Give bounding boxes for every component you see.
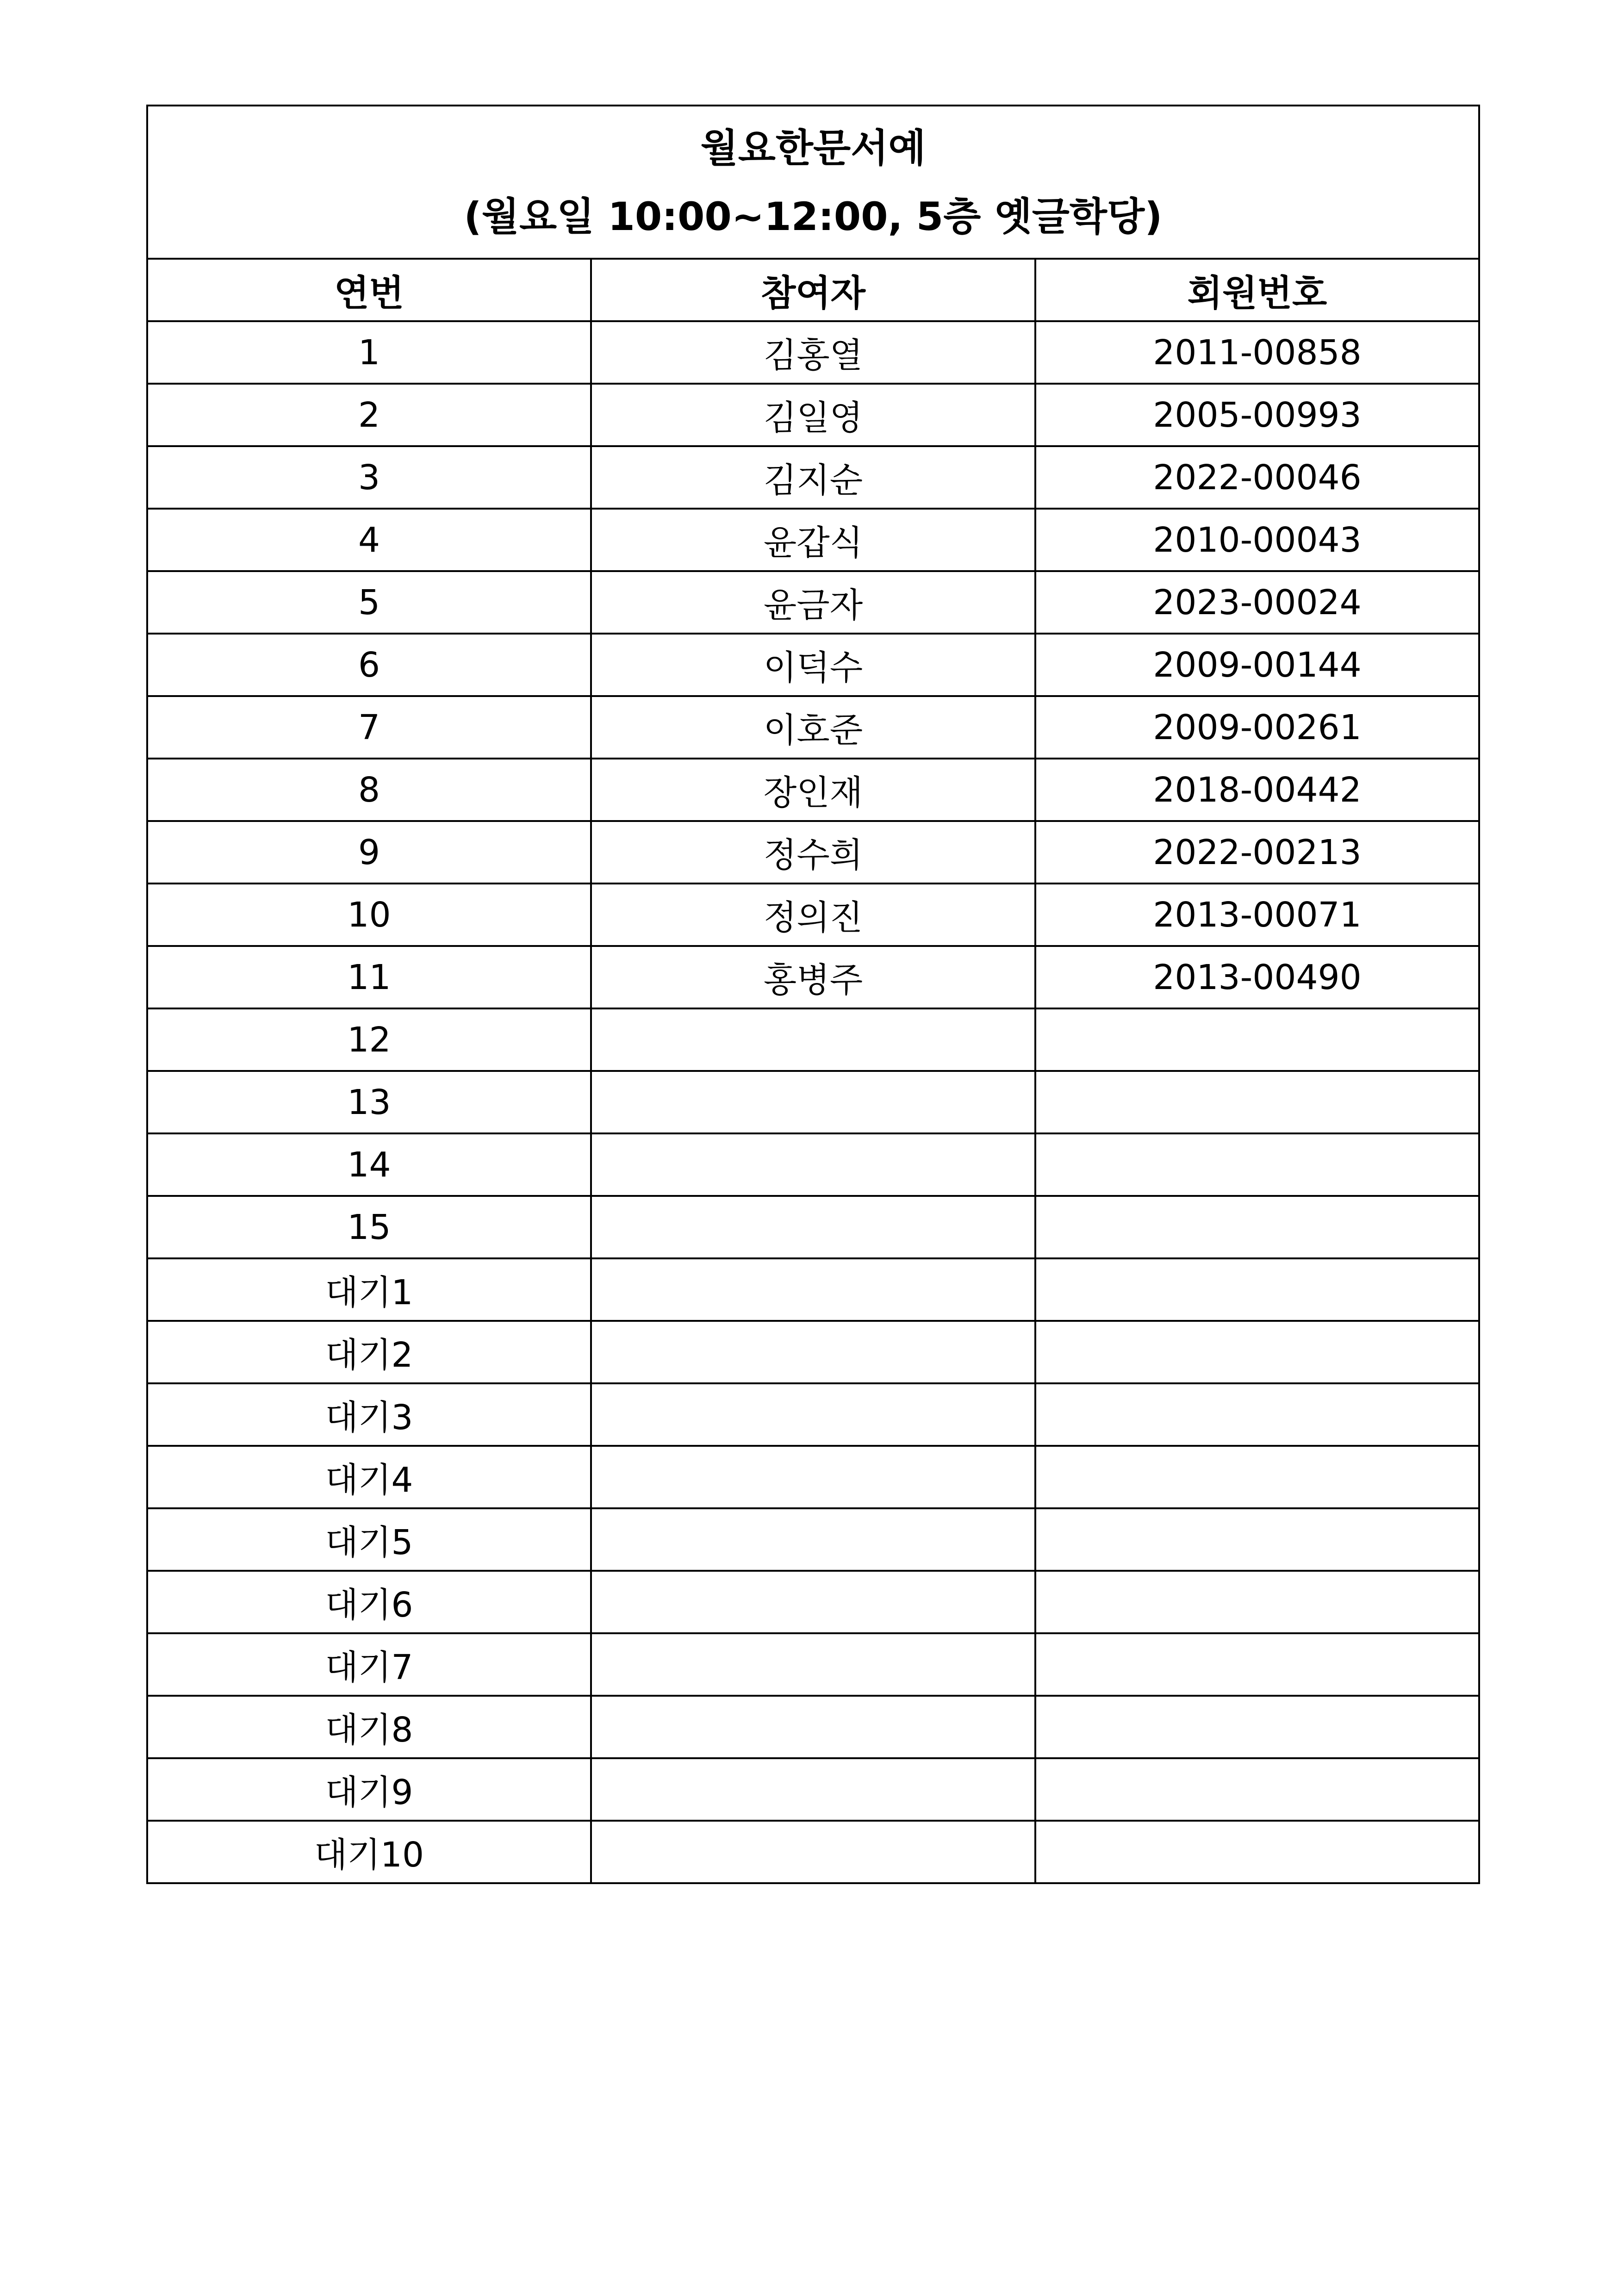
participant-cell: 윤금자 xyxy=(591,571,1035,634)
table-row xyxy=(147,696,1479,759)
table-row xyxy=(147,509,1479,571)
header-row xyxy=(147,259,1479,321)
row-number-cell: 대기1 xyxy=(147,1258,591,1321)
row-number-cell: 5 xyxy=(147,571,591,634)
row-number-cell: 7 xyxy=(147,696,591,759)
participant-cell xyxy=(591,1008,1035,1071)
member-id-cell xyxy=(1035,1258,1479,1321)
row-number-cell: 2 xyxy=(147,384,591,446)
participant-cell: 김지순 xyxy=(591,446,1035,509)
row-number-cell: 대기2 xyxy=(147,1321,591,1383)
participant-cell xyxy=(591,1821,1035,1883)
table-row xyxy=(147,571,1479,634)
row-number-cell: 10 xyxy=(147,884,591,946)
row-number-cell: 대기4 xyxy=(147,1446,591,1508)
member-id-cell xyxy=(1035,1071,1479,1133)
member-id-cell: 2009-00144 xyxy=(1035,634,1479,696)
row-number-cell: 대기7 xyxy=(147,1633,591,1696)
table-row xyxy=(147,446,1479,509)
participant-cell: 홍병주 xyxy=(591,946,1035,1008)
member-id-cell xyxy=(1035,1383,1479,1446)
participant-cell xyxy=(591,1071,1035,1133)
member-id-cell xyxy=(1035,1758,1479,1821)
table-row xyxy=(147,384,1479,446)
table-row xyxy=(147,821,1479,884)
table-row xyxy=(147,634,1479,696)
row-number-cell: 대기6 xyxy=(147,1571,591,1633)
participant-cell xyxy=(591,1258,1035,1321)
member-id-cell xyxy=(1035,1446,1479,1508)
class-name: 월요한문서예 xyxy=(700,125,926,171)
table-row xyxy=(147,1258,1479,1321)
member-id-cell: 2013-00490 xyxy=(1035,946,1479,1008)
participant-cell xyxy=(591,1696,1035,1758)
table-row xyxy=(147,1071,1479,1133)
participant-cell: 장인재 xyxy=(591,759,1035,821)
row-number-cell: 대기9 xyxy=(147,1758,591,1821)
table-row xyxy=(147,1508,1479,1571)
participant-cell: 정수희 xyxy=(591,821,1035,884)
table-row xyxy=(147,321,1479,384)
participant-cell xyxy=(591,1446,1035,1508)
member-id-cell xyxy=(1035,1633,1479,1696)
participant-cell xyxy=(591,1758,1035,1821)
row-number-cell: 대기5 xyxy=(147,1508,591,1571)
row-number-cell: 대기8 xyxy=(147,1696,591,1758)
table-row xyxy=(147,1821,1479,1883)
table-row xyxy=(147,946,1479,1008)
member-id-cell: 2023-00024 xyxy=(1035,571,1479,634)
table-row xyxy=(147,1758,1479,1821)
table-row xyxy=(147,1696,1479,1758)
participant-cell xyxy=(591,1133,1035,1196)
participant-cell: 정의진 xyxy=(591,884,1035,946)
member-id-cell xyxy=(1035,1133,1479,1196)
row-number-cell: 1 xyxy=(147,321,591,384)
table-row xyxy=(147,1008,1479,1071)
row-number-cell: 11 xyxy=(147,946,591,1008)
participant-cell xyxy=(591,1321,1035,1383)
member-id-cell: 2009-00261 xyxy=(1035,696,1479,759)
row-number-cell: 8 xyxy=(147,759,591,821)
participant-cell: 김홍열 xyxy=(591,321,1035,384)
column-header-number: 연번 xyxy=(147,259,591,321)
member-id-cell: 2013-00071 xyxy=(1035,884,1479,946)
member-id-cell xyxy=(1035,1321,1479,1383)
table-row xyxy=(147,1446,1479,1508)
row-number-cell: 3 xyxy=(147,446,591,509)
participant-cell: 김일영 xyxy=(591,384,1035,446)
member-id-cell xyxy=(1035,1821,1479,1883)
attendance-table xyxy=(146,105,1480,1884)
table-row xyxy=(147,1633,1479,1696)
participant-cell xyxy=(591,1633,1035,1696)
participant-cell xyxy=(591,1196,1035,1258)
row-number-cell: 9 xyxy=(147,821,591,884)
member-id-cell: 2005-00993 xyxy=(1035,384,1479,446)
member-id-cell xyxy=(1035,1571,1479,1633)
participant-cell: 이덕수 xyxy=(591,634,1035,696)
table-row xyxy=(147,1133,1479,1196)
member-id-cell: 2022-00213 xyxy=(1035,821,1479,884)
member-id-cell: 2010-00043 xyxy=(1035,509,1479,571)
member-id-cell xyxy=(1035,1508,1479,1571)
participant-cell xyxy=(591,1383,1035,1446)
row-number-cell: 4 xyxy=(147,509,591,571)
member-id-cell xyxy=(1035,1008,1479,1071)
table-row xyxy=(147,759,1479,821)
table-row xyxy=(147,1571,1479,1633)
table-title xyxy=(147,106,1479,259)
member-id-cell: 2022-00046 xyxy=(1035,446,1479,509)
class-schedule: (월요일 10:00~12:00, 5층 옛글학당) xyxy=(464,193,1163,239)
participant-cell xyxy=(591,1508,1035,1571)
member-id-cell: 2018-00442 xyxy=(1035,759,1479,821)
row-number-cell: 13 xyxy=(147,1071,591,1133)
column-header-participant: 참여자 xyxy=(591,259,1035,321)
row-number-cell: 6 xyxy=(147,634,591,696)
participant-cell: 이호준 xyxy=(591,696,1035,759)
table-row xyxy=(147,1196,1479,1258)
row-number-cell: 대기3 xyxy=(147,1383,591,1446)
column-header-member-id: 회원번호 xyxy=(1035,259,1479,321)
title-row xyxy=(147,106,1479,259)
row-number-cell: 15 xyxy=(147,1196,591,1258)
table-body xyxy=(147,321,1479,1883)
row-number-cell: 대기10 xyxy=(147,1821,591,1883)
member-id-cell: 2011-00858 xyxy=(1035,321,1479,384)
table-row xyxy=(147,1383,1479,1446)
participant-cell: 윤갑식 xyxy=(591,509,1035,571)
row-number-cell: 12 xyxy=(147,1008,591,1071)
member-id-cell xyxy=(1035,1696,1479,1758)
member-id-cell xyxy=(1035,1196,1479,1258)
row-number-cell: 14 xyxy=(147,1133,591,1196)
table-row xyxy=(147,884,1479,946)
participant-cell xyxy=(591,1571,1035,1633)
table-row xyxy=(147,1321,1479,1383)
